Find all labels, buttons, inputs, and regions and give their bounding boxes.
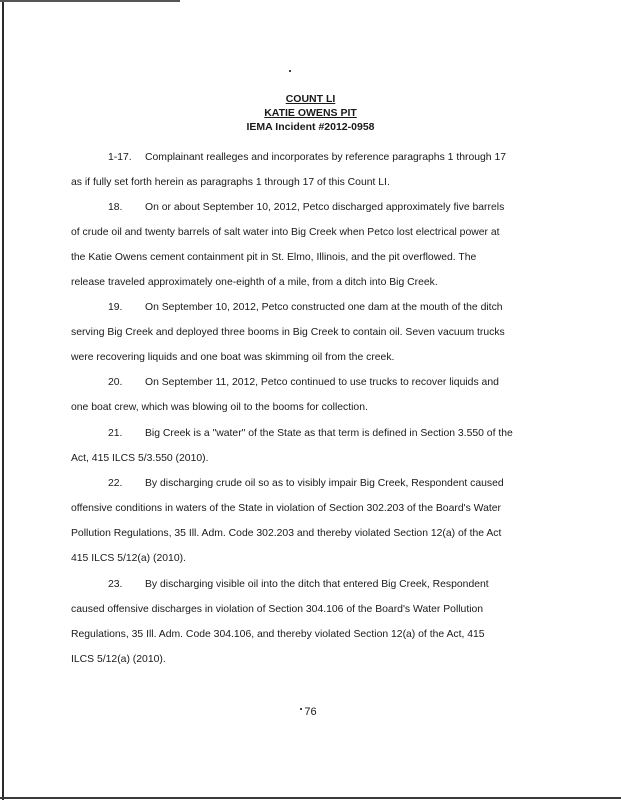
paragraph-18-line-1: 18. On or about September 10, 2012, Petco discharged approximately five barrels bbox=[108, 202, 505, 213]
paragraph-number: 23. bbox=[108, 579, 123, 590]
paragraph-number: 1-17. bbox=[108, 152, 132, 163]
incident-title: IEMA Incident #2012-0958 bbox=[246, 121, 375, 133]
paragraph-23-line-2: caused offensive discharges in violation of Section 304.106 of the Board's Water Pollution bbox=[71, 604, 484, 615]
paragraph-22-line-3: Pollution Regulations, 35 Ill. Adm. Code 302.203 and thereby violated Section 12(a) of the Act bbox=[71, 528, 502, 539]
paragraph-23-line-4: ILCS 5/12(a) (2010). bbox=[71, 654, 166, 665]
paragraph-18-line-4: release traveled approximately one-eighth of a mile, from a ditch into Big Creek. bbox=[71, 277, 438, 288]
paragraph-19-line-2: serving Big Creek and deployed three booms in Big Creek to contain oil. Seven vacuum trucks bbox=[71, 327, 505, 338]
scan-border-bottom bbox=[0, 797, 621, 799]
scan-border-left bbox=[2, 0, 4, 800]
paragraph-18-line-3: the Katie Owens cement containment pit in St. Elmo, Illinois, and the pit overflowed. The bbox=[71, 252, 477, 263]
paragraph-number: 21. bbox=[108, 428, 123, 439]
paragraph-1-17-line-1: 1-17. Complainant realleges and incorporates by reference paragraphs 1 through 17 bbox=[108, 152, 507, 163]
count-title: COUNT LI bbox=[285, 93, 336, 105]
scan-speck bbox=[289, 70, 291, 72]
paragraph-22-line-4: 415 ILCS 5/12(a) (2010). bbox=[71, 553, 186, 564]
paragraph-21-line-2: Act, 415 ILCS 5/3.550 (2010). bbox=[71, 453, 209, 464]
paragraph-22-line-1: 22. By discharging crude oil so as to visibly impair Big Creek, Respondent caused bbox=[108, 478, 504, 489]
paragraph-number: 18. bbox=[108, 202, 123, 213]
site-title: KATIE OWENS PIT bbox=[264, 107, 357, 119]
paragraph-number: 20. bbox=[108, 377, 123, 388]
paragraph-18-line-2: of crude oil and twenty barrels of salt water into Big Creek when Petco lost electrical power at bbox=[71, 227, 500, 238]
paragraph-19-line-1: 19. On September 10, 2012, Petco constructed one dam at the mouth of the ditch bbox=[108, 302, 503, 313]
paragraph-20-line-2: one boat crew, which was blowing oil to the booms for collection. bbox=[71, 402, 368, 413]
paragraph-1-17-line-2: as if fully set forth herein as paragraphs 1 through 17 of this Count LI. bbox=[71, 177, 390, 188]
paragraph-number: 22. bbox=[108, 478, 123, 489]
paragraph-number: 19. bbox=[108, 302, 123, 313]
paragraph-20-line-1: 20. On September 11, 2012, Petco continued to use trucks to recover liquids and bbox=[108, 377, 499, 388]
scan-border-top bbox=[0, 0, 180, 2]
paragraph-21-line-1: 21. Big Creek is a "water" of the State as that term is defined in Section 3.550 of the bbox=[108, 428, 513, 439]
paragraph-23-line-1: 23. By discharging visible oil into the ditch that entered Big Creek, Respondent bbox=[108, 579, 489, 590]
paragraph-23-line-3: Regulations, 35 Ill. Adm. Code 304.106, and thereby violated Section 12(a) of the Act, 415 bbox=[71, 629, 485, 640]
paragraph-22-line-2: offensive conditions in waters of the State in violation of Section 302.203 of the Board's Water bbox=[71, 503, 501, 514]
paragraph-19-line-3: were recovering liquids and one boat was skimming oil from the creek. bbox=[71, 352, 395, 363]
page-number: 76 bbox=[304, 706, 317, 718]
